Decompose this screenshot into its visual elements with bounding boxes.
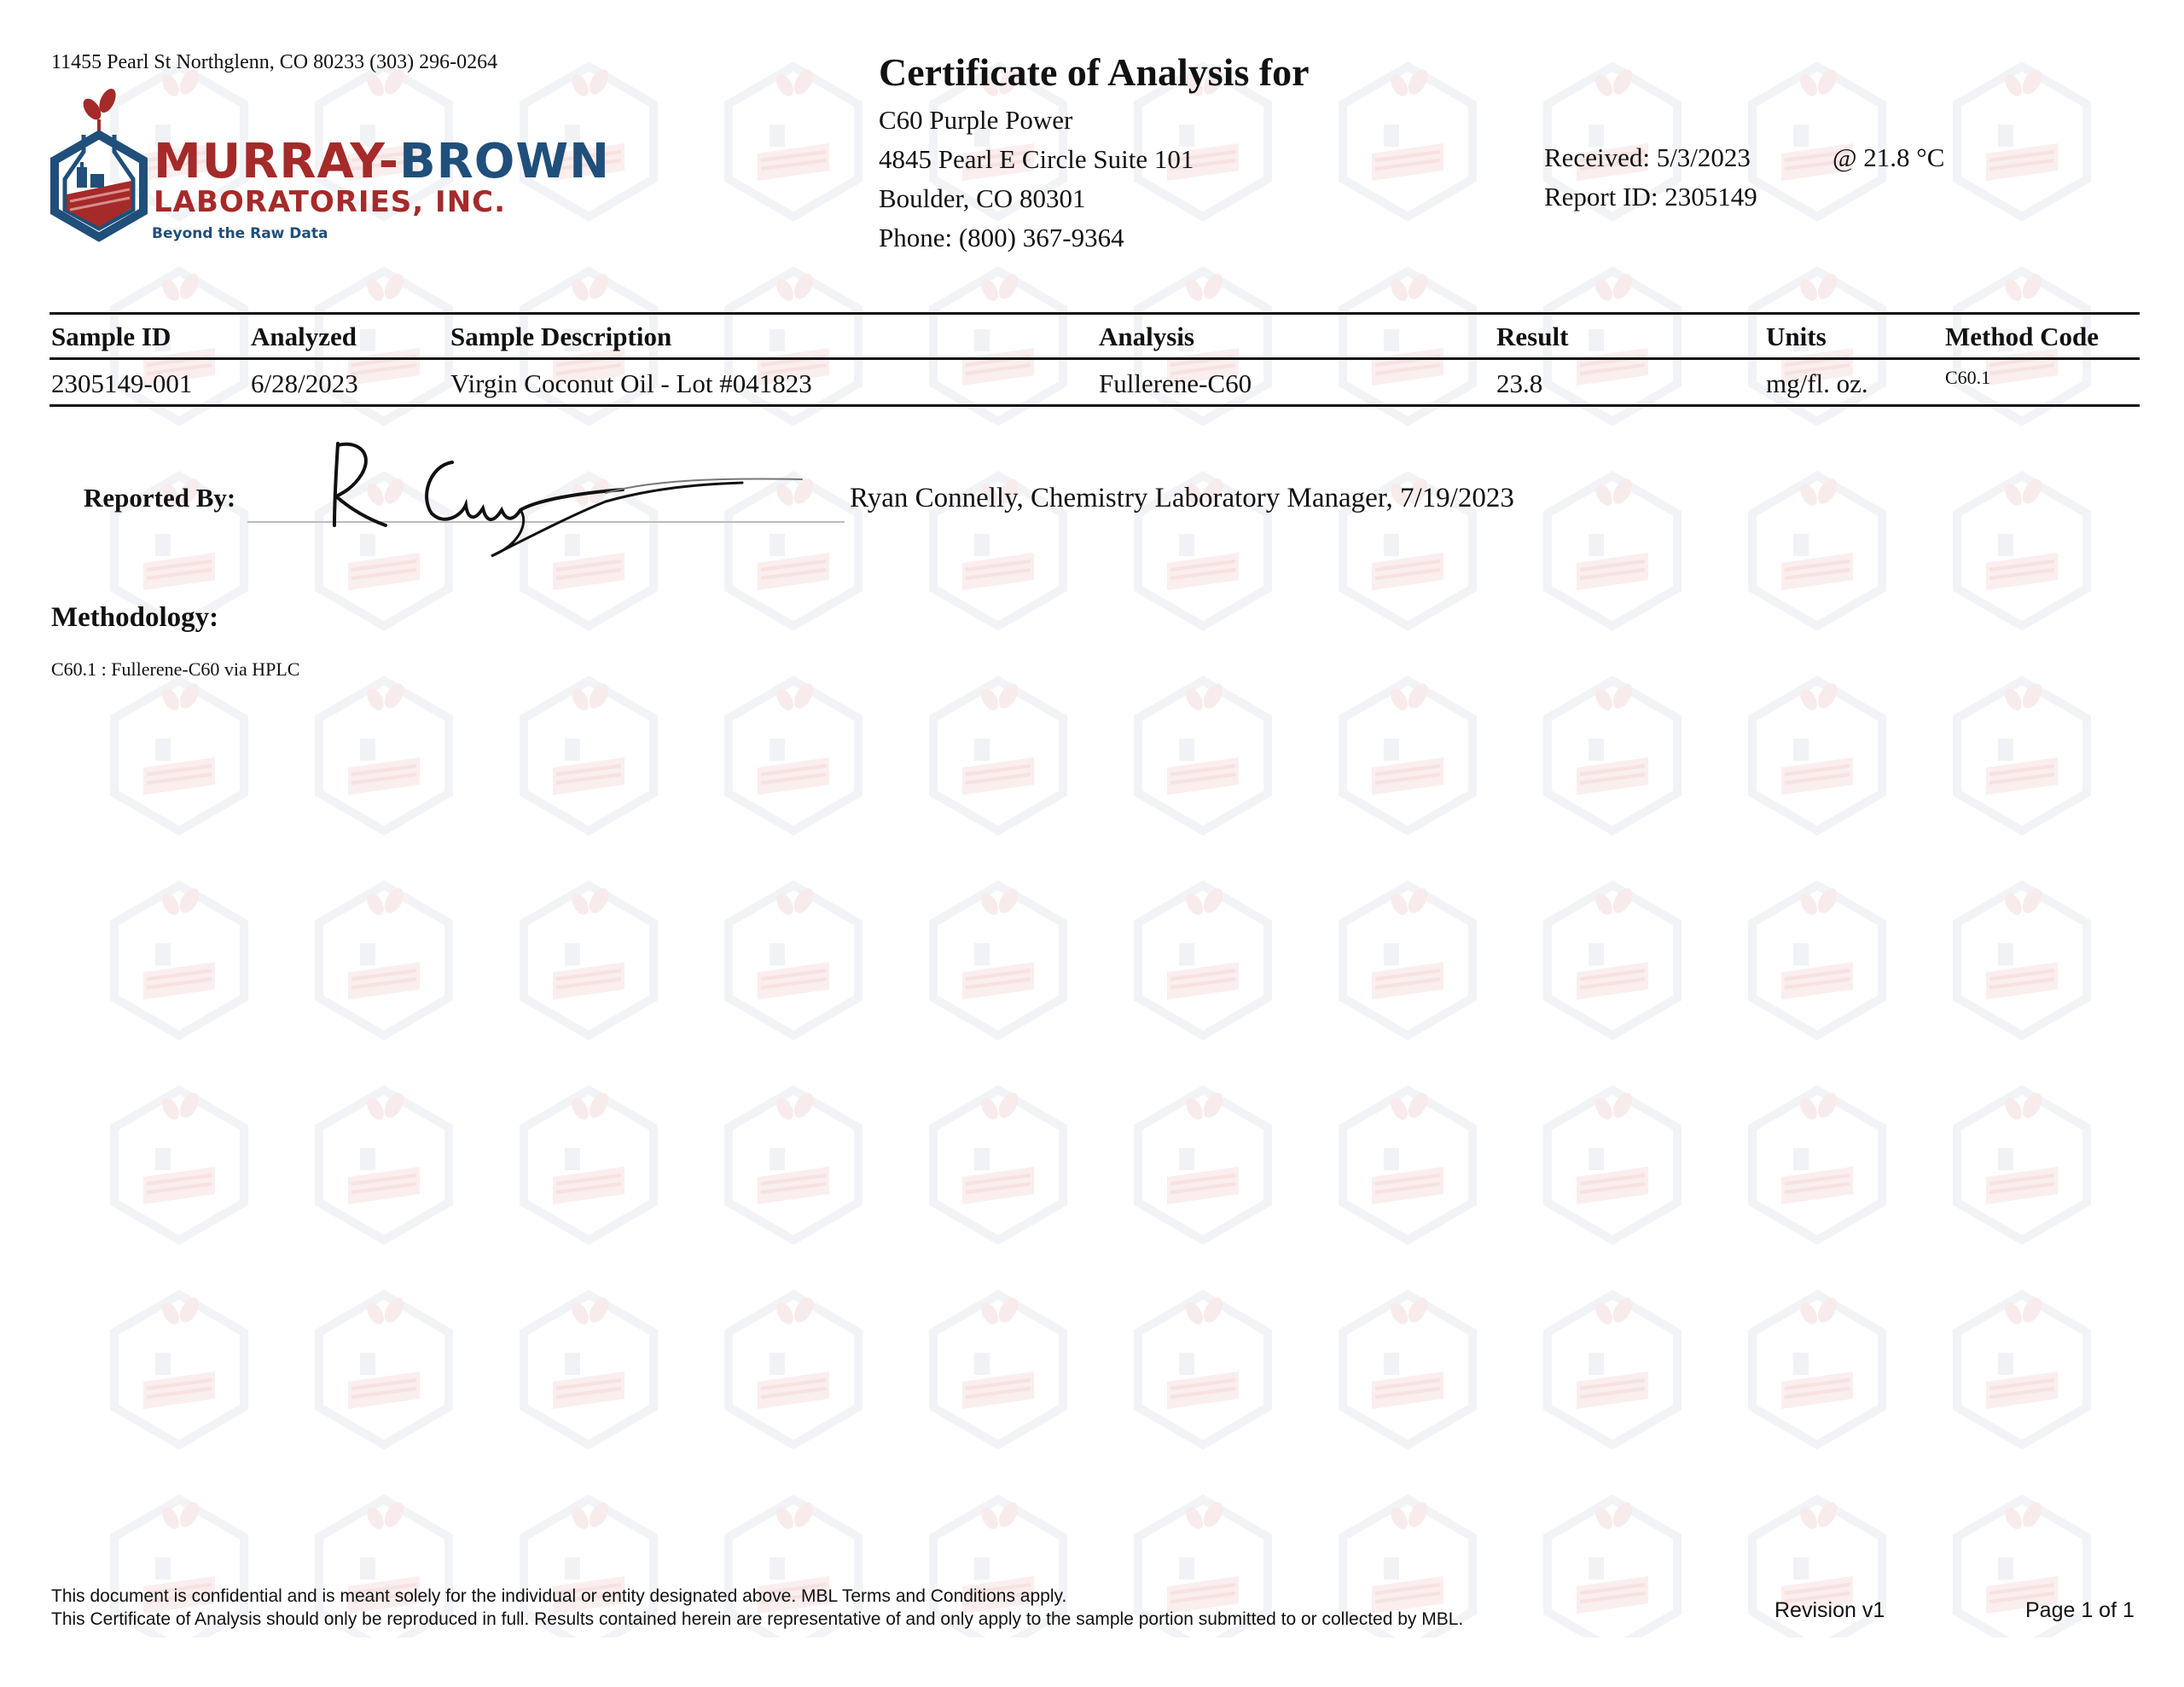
client-address-line2: Boulder, CO 80301 — [879, 183, 1086, 213]
column-header-method-code: Method Code — [1943, 314, 2140, 359]
background-watermark-pattern — [77, 51, 2124, 1638]
receipt-info — [1544, 138, 1757, 217]
reported-by-label: Reported By: — [84, 483, 236, 513]
column-header-analysis: Analysis — [1097, 314, 1495, 359]
handwritten-signature — [324, 437, 828, 565]
column-header-result: Result — [1495, 314, 1764, 359]
certificate-title: Certificate of Analysis for — [879, 50, 1310, 94]
column-header-sample-description: Sample Description — [449, 314, 1097, 359]
received-temperature: @ 21.8 °C — [1833, 142, 1945, 172]
cell-analysis: Fullerene-C60 — [1097, 359, 1495, 406]
cell-sample-description: Virgin Coconut Oil - Lot #041823 — [449, 359, 1097, 406]
client-name: C60 Purple Power — [879, 105, 1073, 135]
results-table — [49, 312, 2140, 407]
lab-name-line2: LABORATORIES, INC. — [154, 185, 507, 219]
revision-label: Revision v1 — [1774, 1598, 1885, 1622]
client-address-line1: 4845 Pearl E Circle Suite 101 — [879, 144, 1194, 174]
cell-analyzed: 6/28/2023 — [249, 359, 449, 406]
table-row — [49, 359, 2140, 406]
methodology-item: C60.1 : Fullerene-C60 via HPLC — [51, 658, 300, 680]
methodology-title: Methodology: — [51, 602, 219, 633]
reproduction-note: This Certificate of Analysis should only be reproduced in full. Results contained herein are representative of and only apply to the sample portion submitted to or collected by MBL. — [51, 1609, 1464, 1629]
reporter-name: Ryan Connelly, Chemistry Laboratory Manager, 7/19/2023 — [850, 483, 1514, 513]
cell-sample-id: 2305149-001 — [49, 359, 249, 406]
footer-notes — [51, 1585, 1463, 1631]
lab-name — [154, 134, 611, 189]
report-id: Report ID: 2305149 — [1544, 182, 1757, 212]
table-header-row — [49, 314, 2140, 359]
lab-name-part1: MURRAY- — [154, 134, 399, 189]
lab-tagline: Beyond the Raw Data — [152, 225, 328, 242]
cell-units: mg/fl. oz. — [1764, 359, 1943, 406]
page-number: Page 1 of 1 — [2025, 1598, 2135, 1622]
lab-name-part2: BROWN — [398, 134, 611, 189]
client-phone: Phone: (800) 367-9364 — [879, 223, 1124, 252]
cell-result: 23.8 — [1495, 359, 1764, 406]
cell-method-code: C60.1 — [1943, 359, 2140, 406]
lab-address: 11455 Pearl St Northglenn, CO 80233 (303) 296-0264 — [51, 51, 498, 73]
confidentiality-note: This document is confidential and is meant solely for the individual or entity designated above. MBL Terms and Conditions apply. — [51, 1586, 1067, 1606]
flask-logo-icon — [48, 85, 159, 247]
column-header-analyzed: Analyzed — [249, 314, 449, 359]
client-info — [879, 101, 1194, 258]
lab-logo — [48, 85, 611, 247]
column-header-sample-id: Sample ID — [49, 314, 249, 359]
column-header-units: Units — [1764, 314, 1943, 359]
received-date: Received: 5/3/2023 — [1544, 142, 1751, 172]
